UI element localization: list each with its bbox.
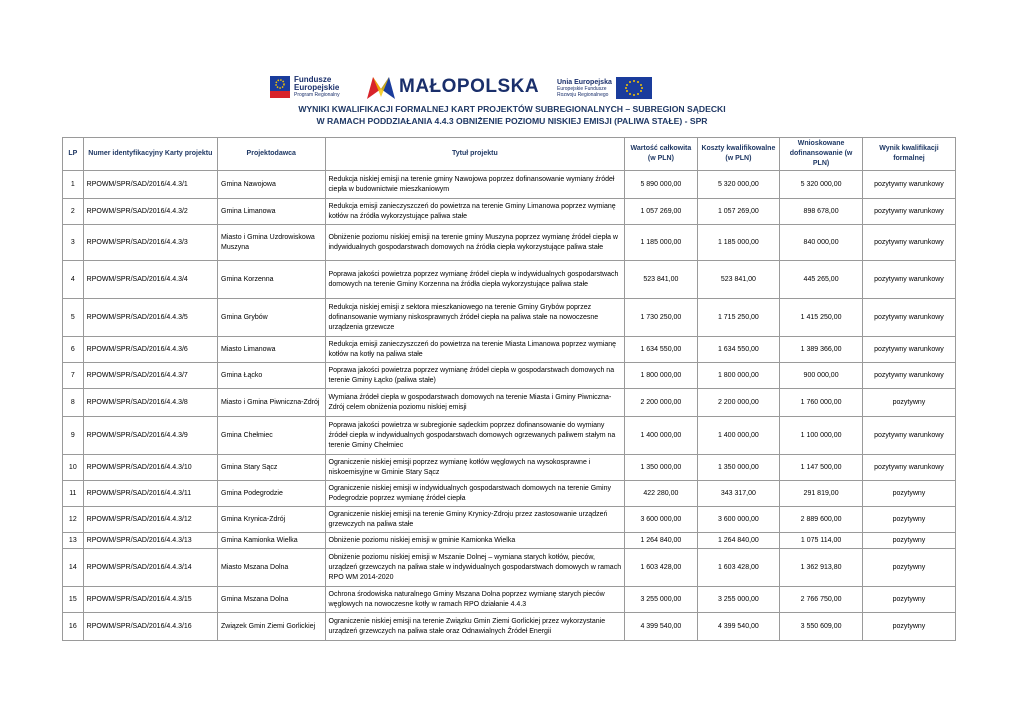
cell-wnioskowane: 900 000,00 bbox=[780, 363, 863, 389]
fundusze-europejskie-icon bbox=[270, 76, 290, 98]
cell-wynik: pozytywny warunkowy bbox=[862, 455, 955, 481]
results-table bbox=[62, 137, 956, 641]
cell-koszty: 3 600 000,00 bbox=[697, 507, 780, 533]
document-title bbox=[0, 103, 1024, 127]
cell-wynik: pozytywny warunkowy bbox=[862, 337, 955, 363]
header-lp: LP bbox=[63, 138, 84, 171]
cell-wnioskowane: 5 320 000,00 bbox=[780, 171, 863, 199]
cell-koszty: 2 200 000,00 bbox=[697, 389, 780, 417]
cell-numer: RPOWM/SPR/SAD/2016/4.4.3/10 bbox=[83, 455, 217, 481]
cell-koszty: 1 603 428,00 bbox=[697, 549, 780, 587]
cell-wnioskowane: 1 389 366,00 bbox=[780, 337, 863, 363]
header-koszty: Koszty kwalifikowalne (w PLN) bbox=[697, 138, 780, 171]
cell-lp: 4 bbox=[63, 261, 84, 299]
header-wynik: Wynik kwalifikacji formalnej bbox=[862, 138, 955, 171]
cell-wartosc: 2 200 000,00 bbox=[625, 389, 697, 417]
cell-projektodawca: Związek Gmin Ziemi Gorlickiej bbox=[218, 613, 325, 641]
cell-wynik: pozytywny warunkowy bbox=[862, 417, 955, 455]
cell-wartosc: 1 400 000,00 bbox=[625, 417, 697, 455]
cell-wnioskowane: 840 000,00 bbox=[780, 225, 863, 261]
cell-lp: 2 bbox=[63, 199, 84, 225]
cell-wnioskowane: 1 760 000,00 bbox=[780, 389, 863, 417]
cell-tytul: Redukcja emisji zanieczyszczeń do powietrza na terenie Gminy Limanowa poprzez wymianę kotłów na źródła wykorzystujące paliwa stałe bbox=[325, 199, 625, 225]
table-row bbox=[63, 549, 956, 587]
cell-wnioskowane: 1 362 913,80 bbox=[780, 549, 863, 587]
cell-tytul: Poprawa jakości powietrza poprzez wymianę źródeł ciepła w gospodarstwach domowych na terenie Gminy Łącko (paliwa stałe) bbox=[325, 363, 625, 389]
eu-line1: Unia Europejska bbox=[557, 78, 612, 86]
cell-projektodawca: Miasto Mszana Dolna bbox=[218, 549, 325, 587]
title-line2: W RAMACH PODDZIAŁANIA 4.4.3 OBNIŻENIE POZIOMU NISKIEJ EMISJI (PALIWA STAŁE) - SPR bbox=[316, 116, 708, 126]
cell-projektodawca: Gmina Grybów bbox=[218, 299, 325, 337]
cell-wartosc: 1 185 000,00 bbox=[625, 225, 697, 261]
cell-wynik: pozytywny bbox=[862, 389, 955, 417]
cell-tytul: Redukcja niskiej emisji z sektora mieszkaniowego na terenie Gminy Grybów poprzez dofinansowanie wymiany niskosprawnych źródeł ciepła na paliwa stałe na nowoczesne urządzenia grzewcze bbox=[325, 299, 625, 337]
cell-tytul: Ograniczenie niskiej emisji na terenie Związku Gmin Ziemi Gorlickiej przez wykorzystanie urządzeń grzewczych na paliwa stałe oraz Odnawialnych Źródeł Energii bbox=[325, 613, 625, 641]
cell-tytul: Ograniczenie niskiej emisji w indywidualnych gospodarstwach domowych na terenie Gminy Podegrodzie poprzez wymianę źródeł ciepła bbox=[325, 481, 625, 507]
cell-tytul: Ograniczenie niskiej emisji poprzez wymianę kotłów węglowych na wysokosprawne i niskoemisyjne w Gminie Stary Sącz bbox=[325, 455, 625, 481]
cell-numer: RPOWM/SPR/SAD/2016/4.4.3/15 bbox=[83, 587, 217, 613]
cell-wartosc: 1 350 000,00 bbox=[625, 455, 697, 481]
cell-wartosc: 1 730 250,00 bbox=[625, 299, 697, 337]
cell-numer: RPOWM/SPR/SAD/2016/4.4.3/8 bbox=[83, 389, 217, 417]
cell-lp: 6 bbox=[63, 337, 84, 363]
cell-lp: 10 bbox=[63, 455, 84, 481]
cell-tytul: Obniżenie poziomu niskiej emisji w gminie Kamionka Wielka bbox=[325, 533, 625, 549]
table-row bbox=[63, 261, 956, 299]
cell-tytul: Ograniczenie niskiej emisji na terenie Gminy Krynicy-Zdroju przez zastosowanie urządzeń grzewczych na paliwa stałe bbox=[325, 507, 625, 533]
cell-wartosc: 523 841,00 bbox=[625, 261, 697, 299]
header-projektodawca: Projektodawca bbox=[218, 138, 325, 171]
table-row bbox=[63, 613, 956, 641]
cell-wynik: pozytywny warunkowy bbox=[862, 299, 955, 337]
malopolska-m-icon bbox=[367, 75, 395, 99]
table-row bbox=[63, 455, 956, 481]
cell-lp: 11 bbox=[63, 481, 84, 507]
cell-lp: 16 bbox=[63, 613, 84, 641]
cell-projektodawca: Gmina Chełmiec bbox=[218, 417, 325, 455]
cell-wartosc: 422 280,00 bbox=[625, 481, 697, 507]
cell-wynik: pozytywny warunkowy bbox=[862, 171, 955, 199]
cell-wynik: pozytywny warunkowy bbox=[862, 199, 955, 225]
cell-numer: RPOWM/SPR/SAD/2016/4.4.3/14 bbox=[83, 549, 217, 587]
cell-numer: RPOWM/SPR/SAD/2016/4.4.3/5 bbox=[83, 299, 217, 337]
cell-koszty: 5 320 000,00 bbox=[697, 171, 780, 199]
header-tytul: Tytuł projektu bbox=[325, 138, 625, 171]
cell-wynik: pozytywny warunkowy bbox=[862, 225, 955, 261]
cell-numer: RPOWM/SPR/SAD/2016/4.4.3/3 bbox=[83, 225, 217, 261]
cell-wartosc: 4 399 540,00 bbox=[625, 613, 697, 641]
cell-wnioskowane: 291 819,00 bbox=[780, 481, 863, 507]
cell-wartosc: 1 264 840,00 bbox=[625, 533, 697, 549]
cell-lp: 1 bbox=[63, 171, 84, 199]
cell-numer: RPOWM/SPR/SAD/2016/4.4.3/6 bbox=[83, 337, 217, 363]
cell-wartosc: 1 800 000,00 bbox=[625, 363, 697, 389]
title-line1: WYNIKI KWALIFIKACJI FORMALNEJ KART PROJEKTÓW SUBREGIONALNYCH – SUBREGION SĄDECKI bbox=[298, 104, 726, 114]
cell-koszty: 523 841,00 bbox=[697, 261, 780, 299]
table-header-row bbox=[63, 138, 956, 171]
eu-flag-icon bbox=[616, 77, 652, 99]
header-numer: Numer identyfikacyjny Karty projektu bbox=[83, 138, 217, 171]
cell-wartosc: 3 600 000,00 bbox=[625, 507, 697, 533]
cell-wnioskowane: 1 415 250,00 bbox=[780, 299, 863, 337]
cell-lp: 15 bbox=[63, 587, 84, 613]
cell-wynik: pozytywny bbox=[862, 613, 955, 641]
cell-wnioskowane: 2 889 600,00 bbox=[780, 507, 863, 533]
cell-numer: RPOWM/SPR/SAD/2016/4.4.3/4 bbox=[83, 261, 217, 299]
cell-lp: 9 bbox=[63, 417, 84, 455]
cell-koszty: 1 800 000,00 bbox=[697, 363, 780, 389]
table-row bbox=[63, 587, 956, 613]
cell-wnioskowane: 1 075 114,00 bbox=[780, 533, 863, 549]
cell-lp: 8 bbox=[63, 389, 84, 417]
cell-projektodawca: Gmina Korzenna bbox=[218, 261, 325, 299]
cell-numer: RPOWM/SPR/SAD/2016/4.4.3/12 bbox=[83, 507, 217, 533]
cell-wnioskowane: 1 100 000,00 bbox=[780, 417, 863, 455]
table-row bbox=[63, 337, 956, 363]
cell-koszty: 1 715 250,00 bbox=[697, 299, 780, 337]
table-row bbox=[63, 389, 956, 417]
cell-wnioskowane: 3 550 609,00 bbox=[780, 613, 863, 641]
table-row bbox=[63, 299, 956, 337]
cell-numer: RPOWM/SPR/SAD/2016/4.4.3/11 bbox=[83, 481, 217, 507]
unia-europejska-logo bbox=[557, 76, 652, 100]
cell-projektodawca: Gmina Krynica-Zdrój bbox=[218, 507, 325, 533]
cell-tytul: Poprawa jakości powietrza w subregionie sądeckim poprzez dofinansowanie do wymiany źródeł ciepła w indywidualnych gospodarstwach domowych ogrzewanych paliwem stałym na terenie Gminy Chełmiec bbox=[325, 417, 625, 455]
fe-line3: Program Regionalny bbox=[294, 92, 340, 98]
cell-koszty: 1 264 840,00 bbox=[697, 533, 780, 549]
table-row bbox=[63, 481, 956, 507]
cell-projektodawca: Gmina Łącko bbox=[218, 363, 325, 389]
cell-wnioskowane: 1 147 500,00 bbox=[780, 455, 863, 481]
cell-projektodawca: Gmina Nawojowa bbox=[218, 171, 325, 199]
cell-koszty: 1 350 000,00 bbox=[697, 455, 780, 481]
table-row bbox=[63, 199, 956, 225]
cell-wnioskowane: 898 678,00 bbox=[780, 199, 863, 225]
cell-wynik: pozytywny warunkowy bbox=[862, 363, 955, 389]
cell-wnioskowane: 445 265,00 bbox=[780, 261, 863, 299]
cell-tytul: Poprawa jakości powietrza poprzez wymianę źródeł ciepła w indywidualnych gospodarstwach domowych na terenie Gminy Korzenna na źródła ciepła wykorzystujące paliwa stałe bbox=[325, 261, 625, 299]
cell-wartosc: 3 255 000,00 bbox=[625, 587, 697, 613]
fundusze-europejskie-logo bbox=[270, 74, 340, 100]
cell-lp: 13 bbox=[63, 533, 84, 549]
cell-lp: 12 bbox=[63, 507, 84, 533]
cell-wynik: pozytywny bbox=[862, 481, 955, 507]
cell-tytul: Obniżenie poziomu niskiej emisji na terenie gminy Muszyna poprzez wymianę źródeł ciepła w indywidualnych gospodarstwach domowych na źródła ciepła wykorzystujące paliwa stałe bbox=[325, 225, 625, 261]
cell-tytul: Redukcja emisji zanieczyszczeń do powietrza na terenie Miasta Limanowa poprzez wymianę kotłów na kotły na paliwa stałe bbox=[325, 337, 625, 363]
cell-projektodawca: Gmina Kamionka Wielka bbox=[218, 533, 325, 549]
cell-numer: RPOWM/SPR/SAD/2016/4.4.3/16 bbox=[83, 613, 217, 641]
cell-wynik: pozytywny warunkowy bbox=[862, 261, 955, 299]
cell-numer: RPOWM/SPR/SAD/2016/4.4.3/1 bbox=[83, 171, 217, 199]
cell-wynik: pozytywny bbox=[862, 533, 955, 549]
cell-tytul: Obniżenie poziomu niskiej emisji w Mszanie Dolnej – wymiana starych kotłów, pieców, urządzeń grzewczych na paliwa stałe w indywidualnych gospodarstwach domowych w ramach RPO WM 2014-2020 bbox=[325, 549, 625, 587]
cell-projektodawca: Gmina Limanowa bbox=[218, 199, 325, 225]
cell-koszty: 3 255 000,00 bbox=[697, 587, 780, 613]
cell-wartosc: 5 890 000,00 bbox=[625, 171, 697, 199]
cell-lp: 3 bbox=[63, 225, 84, 261]
cell-koszty: 4 399 540,00 bbox=[697, 613, 780, 641]
cell-lp: 14 bbox=[63, 549, 84, 587]
cell-lp: 5 bbox=[63, 299, 84, 337]
cell-wartosc: 1 057 269,00 bbox=[625, 199, 697, 225]
cell-koszty: 1 057 269,00 bbox=[697, 199, 780, 225]
cell-numer: RPOWM/SPR/SAD/2016/4.4.3/2 bbox=[83, 199, 217, 225]
table-row bbox=[63, 225, 956, 261]
table-row bbox=[63, 507, 956, 533]
cell-numer: RPOWM/SPR/SAD/2016/4.4.3/13 bbox=[83, 533, 217, 549]
cell-numer: RPOWM/SPR/SAD/2016/4.4.3/9 bbox=[83, 417, 217, 455]
header-wartosc: Wartość całkowita (w PLN) bbox=[625, 138, 697, 171]
cell-wartosc: 1 603 428,00 bbox=[625, 549, 697, 587]
malopolska-wordmark: MAŁOPOLSKA bbox=[399, 76, 540, 97]
cell-koszty: 1 185 000,00 bbox=[697, 225, 780, 261]
table-row bbox=[63, 417, 956, 455]
eu-line3: Rozwoju Regionalnego bbox=[557, 91, 609, 98]
cell-wartosc: 1 634 550,00 bbox=[625, 337, 697, 363]
cell-wynik: pozytywny bbox=[862, 587, 955, 613]
cell-projektodawca: Miasto i Gmina Uzdrowiskowa Muszyna bbox=[218, 225, 325, 261]
logo-bar bbox=[0, 72, 1024, 102]
fe-line1: Fundusze bbox=[294, 75, 332, 84]
table-row bbox=[63, 171, 956, 199]
table-row bbox=[63, 363, 956, 389]
cell-koszty: 343 317,00 bbox=[697, 481, 780, 507]
cell-koszty: 1 634 550,00 bbox=[697, 337, 780, 363]
cell-tytul: Redukcja niskiej emisji na terenie gminy Nawojowa poprzez dofinansowanie wymiany źródeł ciepła w budownictwie mieszkaniowym bbox=[325, 171, 625, 199]
cell-projektodawca: Miasto Limanowa bbox=[218, 337, 325, 363]
malopolska-logo bbox=[367, 74, 539, 100]
cell-tytul: Wymiana źródeł ciepła w gospodarstwach domowych na terenie Miasta i Gminy Piwniczna-Zdrój celem obniżenia poziomu niskiej emisji bbox=[325, 389, 625, 417]
table-row bbox=[63, 533, 956, 549]
cell-projektodawca: Gmina Stary Sącz bbox=[218, 455, 325, 481]
cell-projektodawca: Gmina Mszana Dolna bbox=[218, 587, 325, 613]
cell-wnioskowane: 2 766 750,00 bbox=[780, 587, 863, 613]
cell-lp: 7 bbox=[63, 363, 84, 389]
cell-projektodawca: Gmina Podegrodzie bbox=[218, 481, 325, 507]
header-wnioskowane: Wnioskowane dofinansowanie (w PLN) bbox=[780, 138, 863, 171]
eu-line2: Europejskie Fundusze bbox=[557, 85, 607, 92]
fe-line2: Europejskie bbox=[294, 83, 340, 92]
cell-numer: RPOWM/SPR/SAD/2016/4.4.3/7 bbox=[83, 363, 217, 389]
cell-koszty: 1 400 000,00 bbox=[697, 417, 780, 455]
cell-wynik: pozytywny bbox=[862, 549, 955, 587]
cell-tytul: Ochrona środowiska naturalnego Gminy Mszana Dolna poprzez wymianę starych pieców węglowych na nowoczesne kotły w ramach RPO działanie 4.4.3 bbox=[325, 587, 625, 613]
cell-wynik: pozytywny bbox=[862, 507, 955, 533]
cell-projektodawca: Miasto i Gmina Piwniczna-Zdrój bbox=[218, 389, 325, 417]
